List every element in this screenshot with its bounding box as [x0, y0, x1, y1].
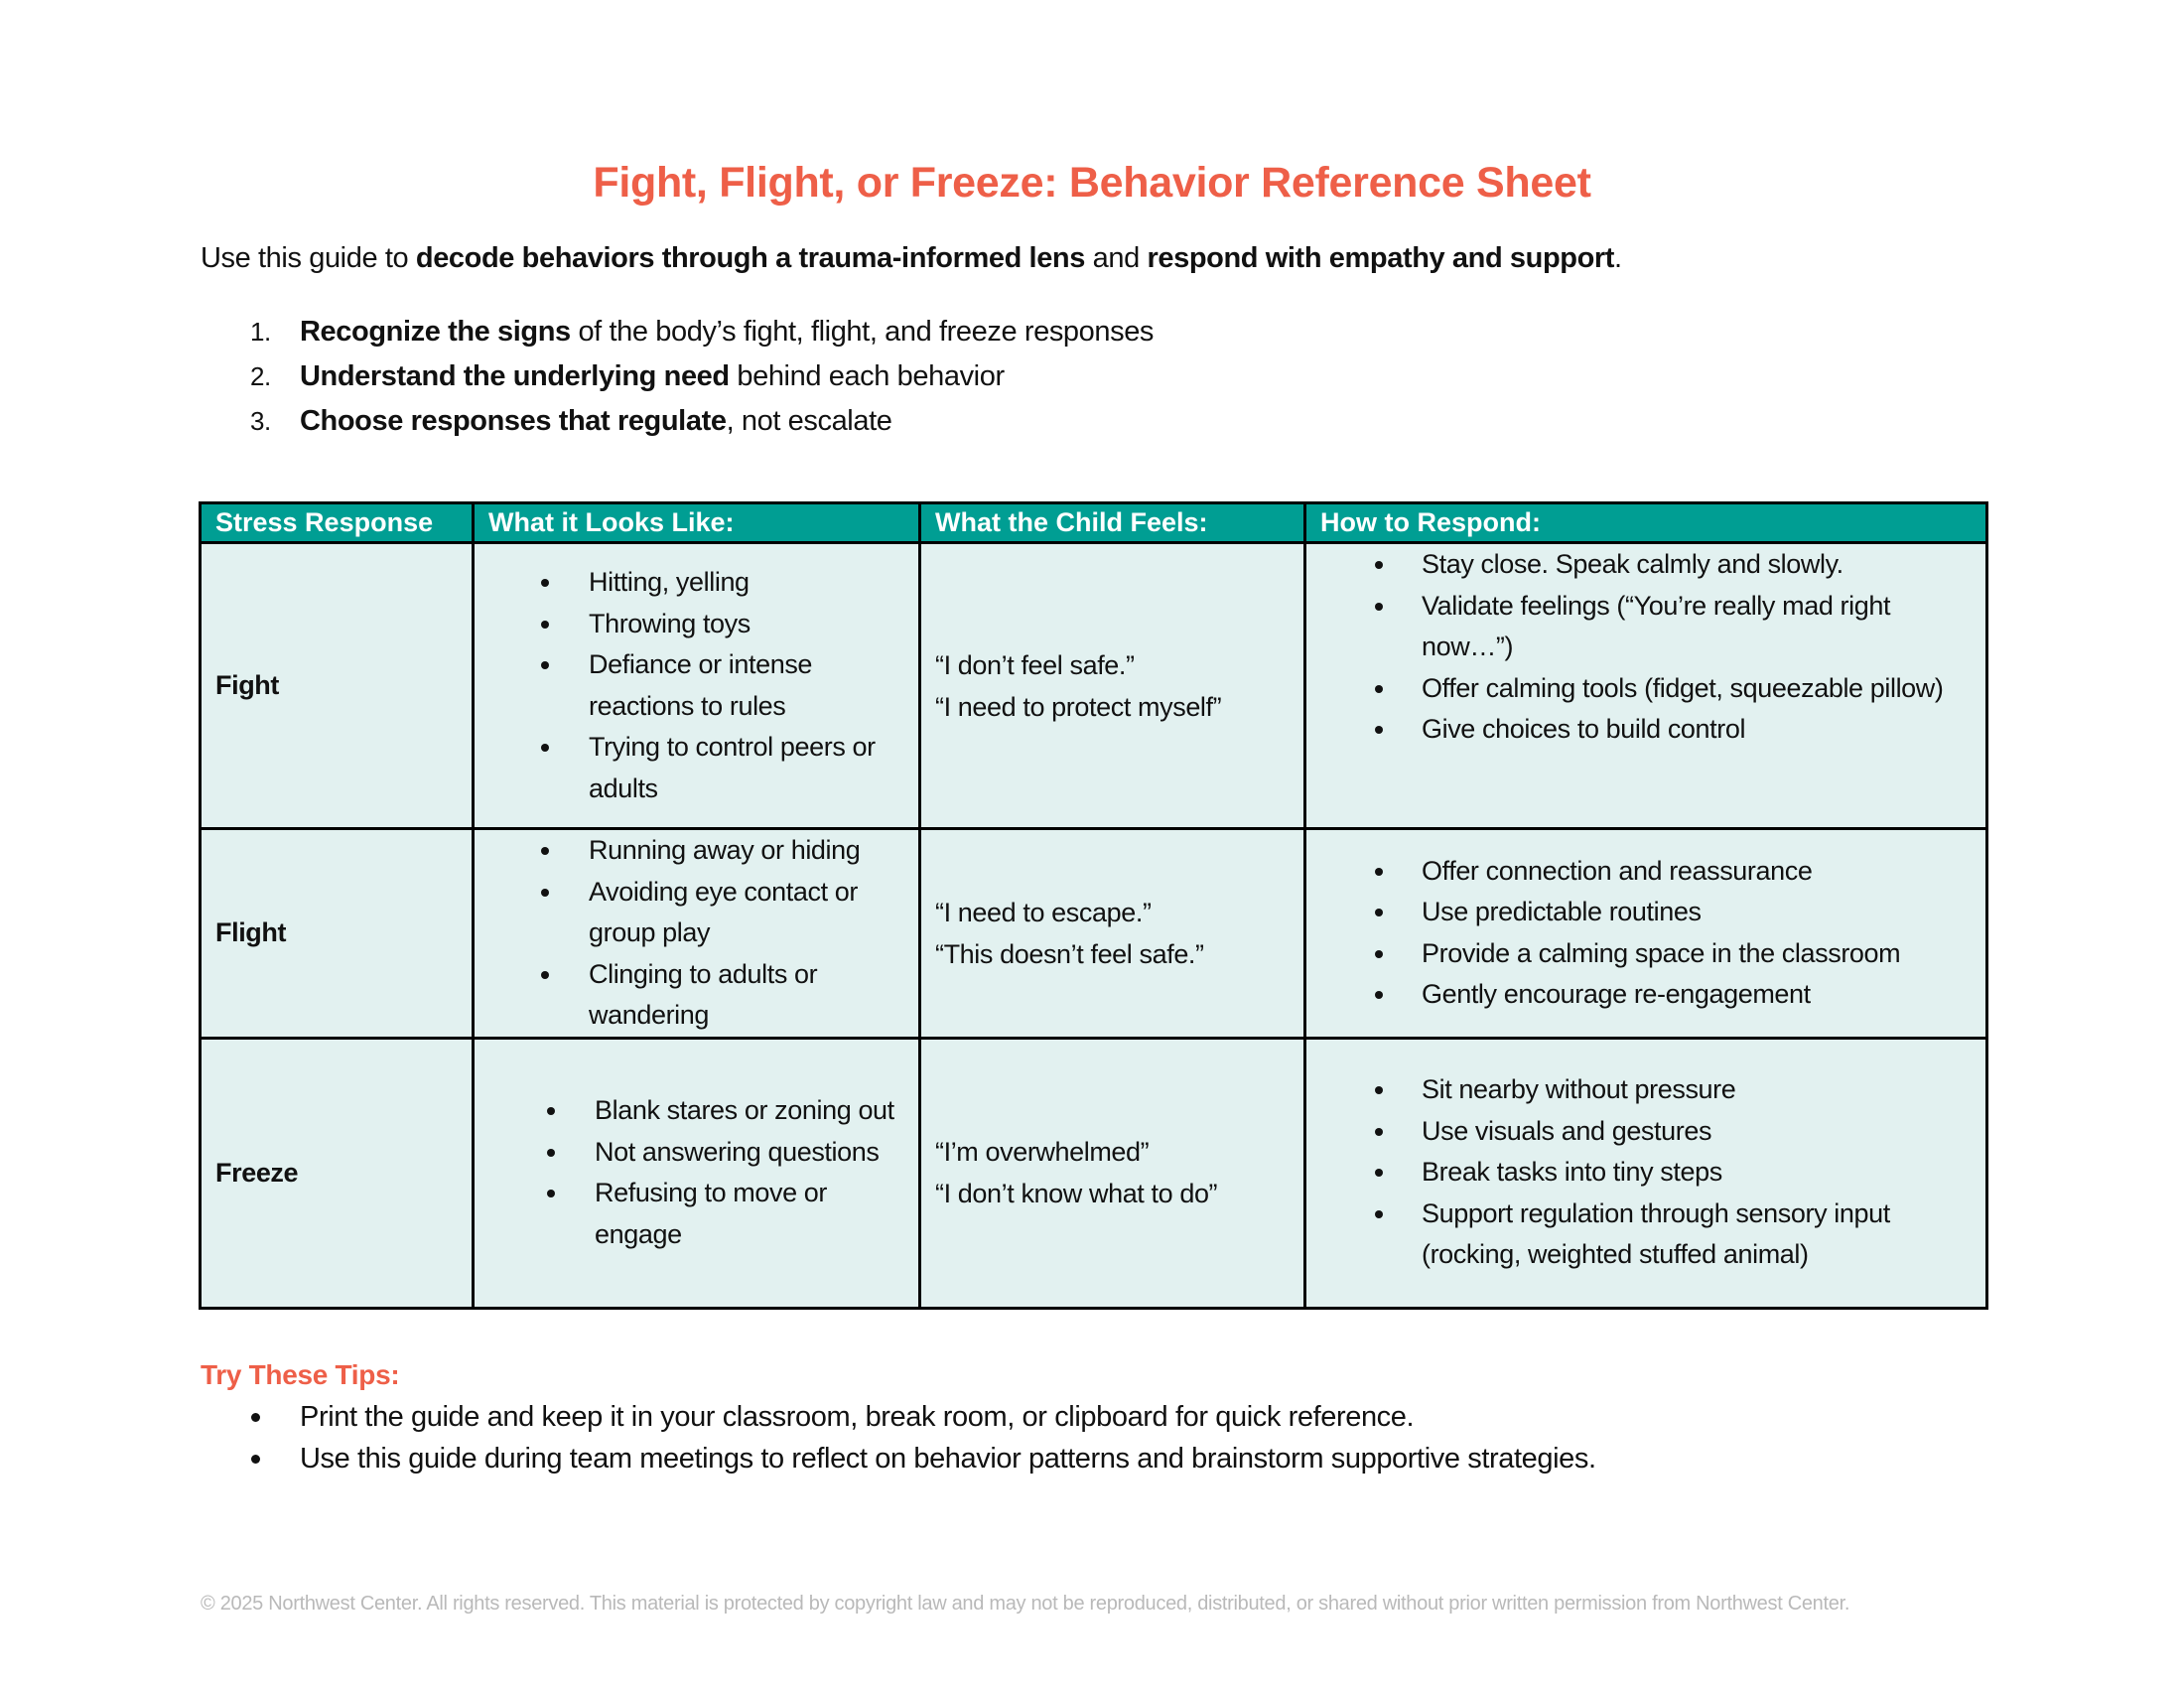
stress-response-cell: Fight	[201, 543, 474, 829]
header-what-it-looks-like: What it Looks Like:	[474, 503, 920, 543]
goal-text: behind each behavior	[729, 360, 1005, 392]
goal-item	[199, 310, 1154, 354]
table-row-fight	[201, 543, 1987, 829]
list-item: Not answering questions	[488, 1132, 904, 1174]
list-item: Stay close. Speak calmly and slowly.	[1320, 544, 1972, 586]
child-feels-cell	[920, 543, 1305, 829]
child-feels-cell	[920, 829, 1305, 1039]
list-item: Use visuals and gestures	[1320, 1111, 1972, 1153]
list-item: Validate feelings (“You’re really mad right now…”)	[1320, 586, 1972, 668]
goal-item	[199, 399, 1154, 444]
list-item: Break tasks into tiny steps	[1320, 1152, 1972, 1194]
goal-text: of the body’s fight, flight, and freeze responses	[570, 316, 1155, 348]
goal-emphasis: Recognize the signs	[300, 316, 571, 348]
feeling-quote: “This doesn’t feel safe.”	[935, 938, 1204, 969]
copyright-footer: © 2025 Northwest Center. All rights reserved. This material is protected by copyright law and may not be reproduced, distributed, or shared without prior written permission from Northwest Center.	[201, 1593, 1850, 1615]
list-item: Hitting, yelling	[488, 562, 904, 604]
list-item: Provide a calming space in the classroom	[1320, 933, 1972, 975]
list-item: Trying to control peers or adults	[488, 727, 904, 809]
list-item: Sit nearby without pressure	[1320, 1069, 1972, 1111]
tip-item: Use this guide during team meetings to reflect on behavior patterns and brainstorm supportive strategies.	[199, 1438, 1596, 1479]
list-item: Clinging to adults or wandering	[488, 954, 904, 1037]
looks-like-cell	[474, 1038, 920, 1308]
tip-item: Print the guide and keep it in your classroom, break room, or clipboard for quick reference.	[199, 1396, 1596, 1438]
behavior-reference-table	[199, 501, 1988, 1310]
list-item: Offer connection and reassurance	[1320, 851, 1972, 893]
list-item: Running away or hiding	[488, 830, 904, 872]
goals-list	[199, 310, 1154, 444]
tips-list	[199, 1396, 1596, 1479]
header-what-child-feels: What the Child Feels:	[920, 503, 1305, 543]
list-item: Refusing to move or engage	[488, 1173, 904, 1255]
intro-text	[201, 242, 1622, 275]
intro-emphasis: decode behaviors through a trauma-informed lens	[415, 242, 1085, 274]
table-row-freeze	[201, 1038, 1987, 1308]
list-item: Support regulation through sensory input (rocking, weighted stuffed animal)	[1320, 1194, 1972, 1276]
goal-number: 1.	[250, 317, 271, 347]
goal-emphasis: Choose responses that regulate	[300, 405, 727, 437]
goal-number: 3.	[250, 406, 271, 436]
feeling-quote: “I need to protect myself”	[935, 691, 1222, 722]
goal-number: 2.	[250, 361, 271, 391]
stress-response-cell: Freeze	[201, 1038, 474, 1308]
child-feels-cell	[920, 1038, 1305, 1308]
intro-text-part: and	[1084, 242, 1148, 274]
looks-like-cell	[474, 543, 920, 829]
how-to-respond-cell	[1305, 829, 1987, 1039]
goal-text: , not escalate	[726, 405, 892, 437]
list-item: Give choices to build control	[1320, 709, 1972, 751]
feeling-quote: “I don’t know what to do”	[935, 1179, 1218, 1208]
intro-text-part: Use this guide to	[201, 242, 416, 274]
table-header-row	[201, 503, 1987, 543]
list-item: Blank stares or zoning out	[488, 1090, 904, 1132]
feeling-quote: “I need to escape.”	[935, 897, 1152, 927]
list-item: Defiance or intense reactions to rules	[488, 644, 904, 727]
list-item: Throwing toys	[488, 604, 904, 645]
how-to-respond-cell	[1305, 543, 1987, 829]
list-item: Use predictable routines	[1320, 892, 1972, 933]
stress-response-cell: Flight	[201, 829, 474, 1039]
list-item: Avoiding eye contact or group play	[488, 872, 904, 954]
intro-emphasis: respond with empathy and support	[1147, 242, 1615, 274]
how-to-respond-cell	[1305, 1038, 1987, 1308]
intro-text-part: .	[1614, 242, 1622, 274]
goal-item	[199, 354, 1154, 399]
feeling-quote: “I don’t feel safe.”	[935, 649, 1135, 680]
goal-emphasis: Understand the underlying need	[300, 360, 730, 392]
header-stress-response: Stress Response	[201, 503, 474, 543]
list-item: Gently encourage re-engagement	[1320, 974, 1972, 1016]
page-title: Fight, Flight, or Freeze: Behavior Reference Sheet	[593, 159, 1591, 207]
looks-like-cell	[474, 829, 920, 1039]
tips-heading: Try These Tips:	[201, 1359, 400, 1390]
list-item: Offer calming tools (fidget, squeezable pillow)	[1320, 668, 1972, 710]
feeling-quote: “I’m overwhelmed”	[935, 1137, 1150, 1167]
header-how-to-respond: How to Respond:	[1305, 503, 1987, 543]
table-row-flight	[201, 829, 1987, 1039]
